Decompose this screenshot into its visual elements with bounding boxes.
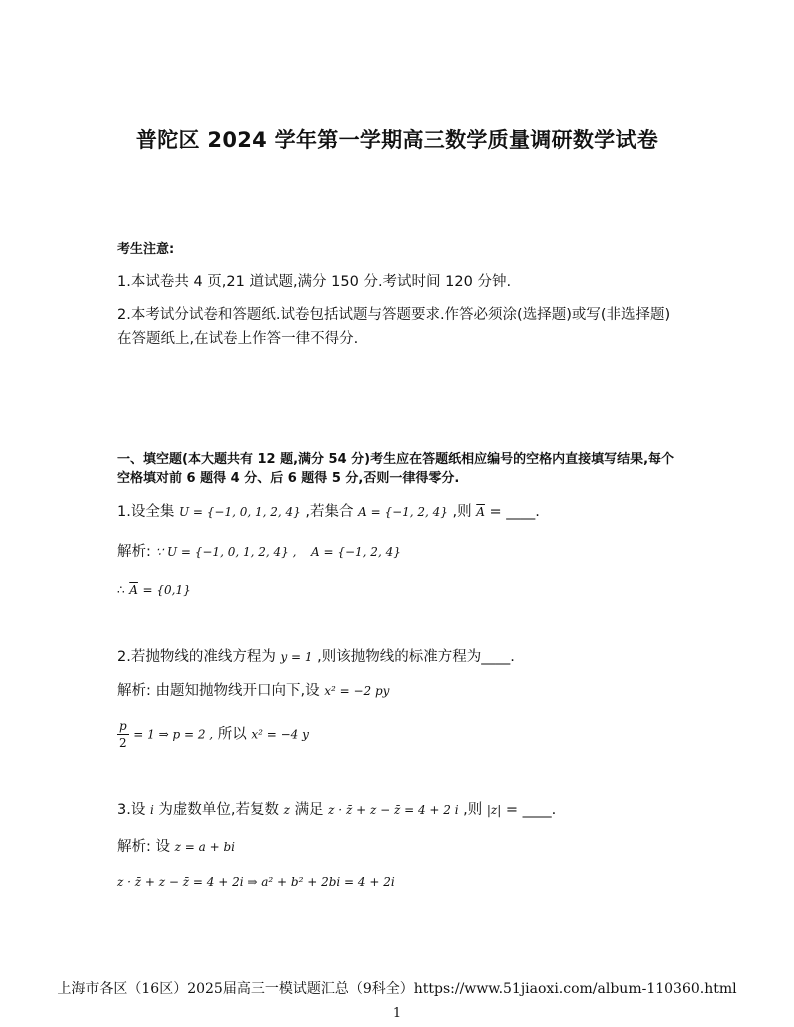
q2-solution-line-1 xyxy=(117,679,677,703)
q3-text-1: 为虚数单位,若复数 xyxy=(158,802,280,818)
q2-solution-step: = 1 ⇒ p = 2 , xyxy=(133,727,214,742)
q1-answer-blank: = ____. xyxy=(489,504,540,520)
q1-mid: ,若集合 xyxy=(305,504,354,520)
q3-solution-set: 设 xyxy=(155,839,170,855)
q3-text-3: ,则 xyxy=(463,802,483,818)
q3-prefix: 3.设 xyxy=(117,802,146,818)
footer-source: 上海市各区（16区）2025届高三一模试题汇总（9科全）https://www.51jiaoxi.com/album-110360.html xyxy=(57,981,737,997)
q2-directrix-equation: y = 1 xyxy=(280,650,313,664)
q2-fraction xyxy=(117,718,129,751)
q3-solution-z-definition: z = a + bi xyxy=(174,840,235,854)
q3-condition: z · z̄ + z − z̄ = 4 + 2 i xyxy=(328,803,459,817)
page-title: 普陀区 2024 学年第一学期高三数学质量调研数学试卷 xyxy=(135,128,659,152)
question-1 xyxy=(117,500,677,524)
q1-set-a: A = {−1, 2, 4} xyxy=(358,505,448,519)
q3-solution-line-2 xyxy=(117,870,677,894)
q1-mid2: ,则 xyxy=(452,504,472,520)
q3-variable-z: z xyxy=(283,803,290,817)
q3-imaginary-unit: i xyxy=(149,803,154,817)
notice-item-1: 1.本试卷共 4 页,21 道试题,满分 150 分.考试时间 120 分钟. xyxy=(117,274,512,290)
q1-solution-set-a: A = {−1, 2, 4} xyxy=(311,545,401,559)
q3-modulus-z: |z| xyxy=(486,803,502,817)
q1-prefix: 1.设全集 xyxy=(117,504,175,520)
question-3 xyxy=(117,798,677,822)
q2-solution-line-2 xyxy=(117,718,677,751)
q3-solution-line-1 xyxy=(117,835,677,859)
q1-set-u: U = {−1, 0, 1, 2, 4} xyxy=(178,505,301,519)
q1-solution-label: 解析: xyxy=(117,544,151,560)
q1-solution-complement-a: $\overline{A}$ xyxy=(129,583,138,597)
q2-solution-label: 解析: xyxy=(117,683,151,699)
question-2 xyxy=(117,645,677,669)
section-1-heading: 一、填空题(本大题共有 12 题,满分 54 分)考生应在答题纸相应编号的空格内直接填写结果,每个空格填对前 6 题得 4 分、后 6 题得 5 分,否则一律得零分. xyxy=(117,452,675,486)
page-number: 1 xyxy=(392,1006,402,1021)
notice-item-2: 2.本考试分试卷和答题纸.试卷包括试题与答题要求.作答必须涂(选择题)或写(非选择题)在答题纸上,在试卷上作答一律不得分. xyxy=(117,307,671,347)
q1-solution-because: ∵ U = {−1, 0, 1, 2, 4} , xyxy=(155,545,297,559)
q2-fraction-numerator: p xyxy=(119,719,127,733)
q1-therefore-symbol: ∴ xyxy=(117,583,125,597)
q2-prefix: 2.若抛物线的准线方程为 xyxy=(117,649,276,665)
q2-fraction-denominator: 2 xyxy=(119,736,127,750)
q2-suffix: ,则该抛物线的标准方程为____. xyxy=(317,649,515,665)
q3-solution-label: 解析: xyxy=(117,839,151,855)
q1-solution-line-1 xyxy=(117,540,677,564)
q2-solution-text: 由题知抛物线开口向下,设 xyxy=(155,683,320,699)
notice-heading: 考生注意: xyxy=(117,242,175,257)
q2-solution-equation: x² = −2 py xyxy=(324,684,390,698)
q3-answer-blank: = ____. xyxy=(505,802,557,818)
q1-solution-line-2 xyxy=(117,578,677,602)
q1-complement-a: $\overline{A}$ xyxy=(476,505,485,519)
q2-solution-so: 所以 xyxy=(217,726,247,743)
q2-solution-final: x² = −4 y xyxy=(251,727,309,742)
q1-solution-result: = {0,1} xyxy=(142,583,191,597)
q3-text-2: 满足 xyxy=(294,802,324,818)
q3-solution-derivation: z · z̄ + z − z̄ = 4 + 2i ⇒ a² + b² + 2bi = 4 + 2i xyxy=(117,875,395,889)
